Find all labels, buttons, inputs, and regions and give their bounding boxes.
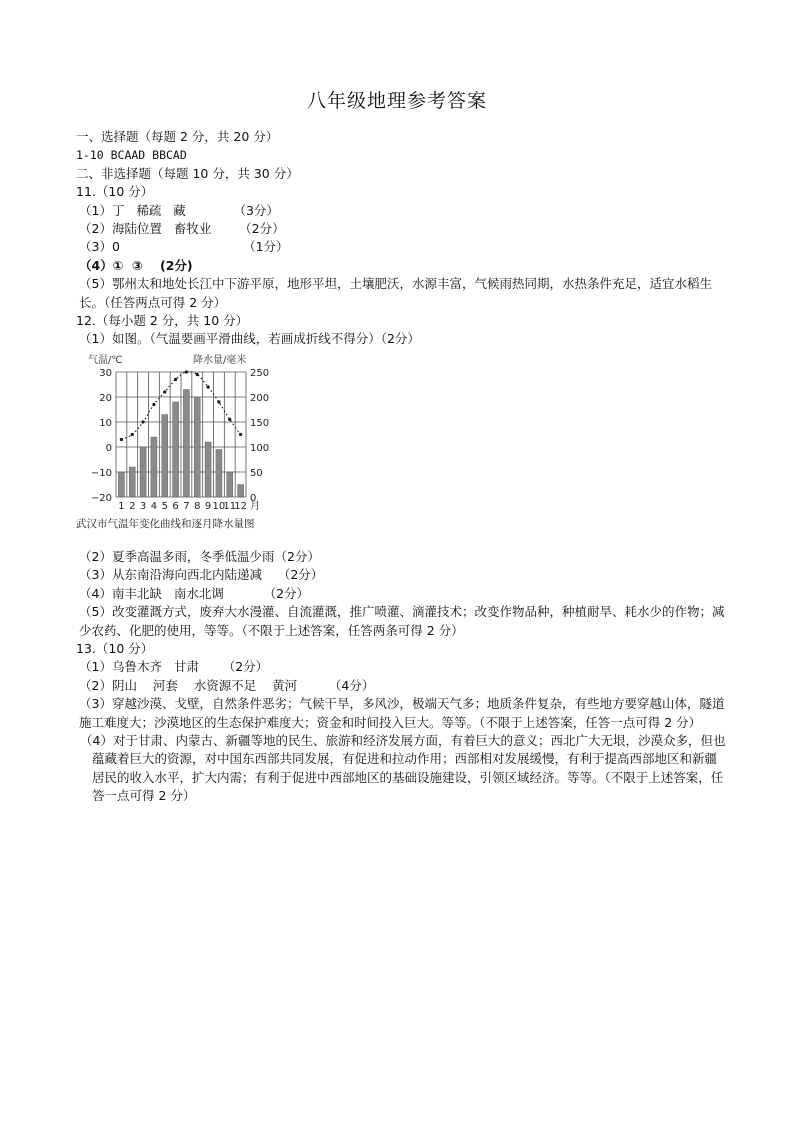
q11-heading: 11.（10 分） bbox=[76, 184, 154, 200]
chart-left-tick-label: 0 bbox=[105, 442, 112, 454]
chart-left-tick-label: 20 bbox=[99, 392, 112, 404]
chart-bar-precipitation bbox=[162, 414, 168, 497]
chart-month-label: 6 bbox=[172, 500, 179, 512]
answer-content bbox=[76, 128, 726, 806]
chart-bar-precipitation bbox=[140, 447, 146, 497]
chart-bar-precipitation bbox=[194, 397, 200, 497]
chart-month-label: 7 bbox=[183, 500, 190, 512]
q12-part-4: （4）南丰北缺 南水北调 （2分） bbox=[79, 585, 310, 601]
chart-title: 武汉市气温年变化曲线和逐月降水量图 bbox=[76, 517, 255, 530]
chart-temperature-point bbox=[239, 433, 242, 436]
q12-part-2: （2）夏季高温多雨，冬季低温少雨（2分） bbox=[79, 548, 320, 564]
section-1-heading: 一、选择题（每题 2 分，共 20 分） bbox=[76, 129, 279, 144]
q12-heading: 12.（每小题 2 分，共 10 分） bbox=[76, 313, 249, 329]
q11-part-1: （1）丁 稀疏 藏 （3分） bbox=[79, 202, 279, 218]
chart-right-axis-title: 降水量/毫米 bbox=[193, 354, 247, 366]
chart-temperature-point bbox=[206, 385, 209, 388]
chart-temperature-point bbox=[141, 420, 144, 423]
chart-month-label: 1 bbox=[118, 500, 125, 512]
chart-left-tick-label: −10 bbox=[90, 467, 112, 479]
chart-bar-precipitation bbox=[238, 484, 244, 497]
chart-temperature-point bbox=[185, 370, 188, 373]
section-1-answers: 1-10 BCAAD BBCAD bbox=[76, 148, 187, 163]
chart-month-label: 12 bbox=[234, 500, 247, 512]
chart-left-tick-label: 10 bbox=[99, 417, 112, 429]
chart-temperature-point bbox=[163, 390, 166, 393]
q12-part-1: （1）如图。（气温要画平滑曲线，若画成折线不得分）（2分） bbox=[79, 331, 420, 347]
q11-part-4: （4）① ③ (2分) bbox=[79, 257, 193, 273]
chart-right-tick-label: 100 bbox=[250, 442, 270, 454]
q11-part-5: （5）鄂州太和地处长江中下游平原，地形平坦，土壤肥沃，水源丰富，气候雨热同期，水热条件充足，适宜水稻生长。（任答两点可得 2 分） bbox=[79, 276, 712, 310]
chart-temperature-point bbox=[217, 400, 220, 403]
chart-right-tick-label: 50 bbox=[250, 467, 263, 479]
wuhan-climate-chart bbox=[76, 350, 306, 542]
chart-bar-precipitation bbox=[216, 449, 222, 497]
chart-temperature-point bbox=[174, 378, 177, 381]
q12-part-5: （5）改变灌溉方式，废弃大水漫灌、自流灌溉，推广喷灌、滴灌技术；改变作物品种，种植耐旱、耗水少的作物；减少农药、化肥的使用，等等。（不限于上述答案，任答两条可得 2 分） bbox=[79, 604, 725, 638]
chart-month-label: 9 bbox=[204, 500, 212, 512]
chart-temperature-point bbox=[196, 373, 199, 376]
chart-bar-precipitation bbox=[129, 467, 135, 497]
chart-temperature-point bbox=[228, 418, 231, 421]
chart-left-axis-title: 气温/℃ bbox=[88, 354, 123, 366]
chart-right-tick-label: 200 bbox=[250, 392, 270, 404]
q13-part-4: （4）对于甘肃、内蒙古、新疆等地的民生、旅游和经济发展方面，有着巨大的意义；西北广大无垠，沙漠众多，但也蕴藏着巨大的资源，对中国东西部共同发展，有促进和拉动作用；西部相对发展缓慢，有利于提高西部地区和新疆居民的收入水平，扩大内需；有利于促进中西部地区的基础设施建设，引领区域经济。等等。（不限于上述答案，任答一点可得 2 分） bbox=[80, 732, 726, 804]
chart-month-label: 5 bbox=[161, 500, 168, 512]
chart-month-label: 3 bbox=[139, 500, 147, 512]
q11-part-3: （3）0 （1分） bbox=[79, 239, 289, 255]
chart-bar-precipitation bbox=[118, 472, 124, 497]
chart-month-label: 10 bbox=[212, 500, 226, 512]
chart-bar-precipitation bbox=[151, 437, 157, 497]
page-title: 八年级地理参考答案 bbox=[306, 90, 487, 112]
chart-right-tick-label: 0 bbox=[250, 492, 257, 504]
chart-right-tick-label: 250 bbox=[250, 367, 270, 379]
chart-left-tick-label: 30 bbox=[99, 367, 112, 379]
climate-chart-svg bbox=[76, 350, 306, 542]
q13-part-2: （2）阴山 河套 水资源不足 黄河 （4分） bbox=[79, 677, 375, 693]
chart-bar-precipitation bbox=[205, 442, 211, 497]
q13-heading: 13.（10 分） bbox=[76, 640, 154, 656]
chart-bar-precipitation bbox=[173, 402, 179, 497]
section-2-heading: 二、非选择题（每题 10 分，共 30 分） bbox=[76, 165, 299, 181]
chart-temperature-point bbox=[152, 403, 155, 406]
chart-x-unit-label: 月 bbox=[250, 500, 260, 512]
chart-month-label: 4 bbox=[150, 500, 158, 512]
chart-bar-precipitation bbox=[227, 472, 233, 497]
q13-part-3: （3）穿越沙漠、戈壁，自然条件恶劣；气候干旱，多风沙，极端天气多；地质条件复杂，有些地方要穿越山体，隧道施工难度大；沙漠地区的生态保护难度大；资金和时间投入巨大。等等。（不限于上述答案，任答一点可得 2 分） bbox=[79, 696, 725, 730]
chart-month-label: 8 bbox=[194, 500, 201, 512]
chart-month-label: 11 bbox=[223, 500, 237, 512]
chart-month-label: 2 bbox=[129, 500, 136, 512]
chart-temperature-point bbox=[120, 438, 123, 441]
chart-left-tick-label: −20 bbox=[90, 492, 112, 504]
q11-part-2: （2）海陆位置 畜牧业 （2分） bbox=[79, 221, 285, 237]
q12-part-3: （3）从东南沿海向西北内陆递减 （2分） bbox=[79, 567, 324, 583]
chart-temperature-point bbox=[131, 433, 134, 436]
chart-bar-precipitation bbox=[183, 389, 189, 497]
chart-right-tick-label: 150 bbox=[250, 417, 270, 429]
q13-part-1: （1）乌鲁木齐 甘肃 （2分） bbox=[79, 659, 269, 675]
